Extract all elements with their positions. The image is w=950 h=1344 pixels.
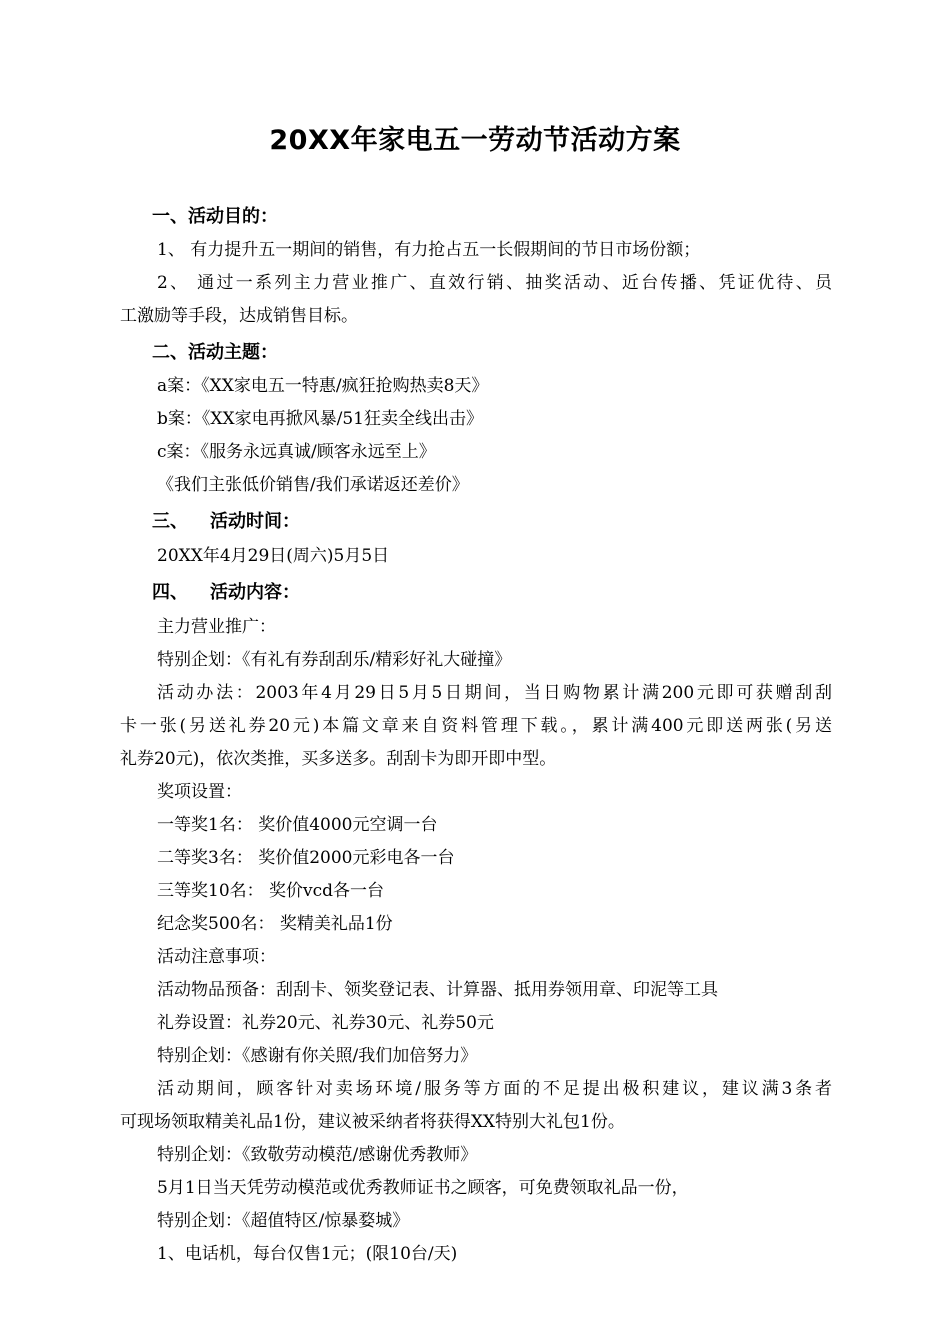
paragraph: 卡一张(另送礼券20元)本篇文章来自资料管理下载。，累计满400元即送两张(另送 [120, 716, 832, 736]
paragraph: 2、 通过一系列主力营业推广、直效行销、抽奖活动、近台传播、凭证优待、员 [157, 273, 832, 293]
section-heading-text: 活动内容： [210, 582, 300, 603]
paragraph: 活动期间，顾客针对卖场环境/服务等方面的不足提出极积建议，建议满3条者 [157, 1079, 832, 1099]
section-heading-purpose: 一、活动目的： [152, 206, 278, 227]
document-title: 20XX年家电五一劳动节活动方案 [269, 125, 681, 156]
section-number: 三、 [152, 511, 188, 532]
section-heading-theme: 二、活动主题： [152, 342, 278, 363]
paragraph: 奖项设置： [157, 782, 242, 802]
paragraph: 5月1日当天凭劳动模范或优秀教师证书之顾客，可免费领取礼品一份， [157, 1178, 689, 1198]
prize-item: 纪念奖500名： 奖精美礼品1份 [157, 914, 393, 934]
paragraph: 工激励等手段，达成销售目标。 [120, 306, 358, 326]
theme-option-b: b案：《XX家电再掀风暴/51狂卖全线出击》 [157, 409, 483, 429]
paragraph: 特别企划：《有礼有券刮刮乐/精彩好礼大碰撞》 [157, 650, 512, 670]
theme-option-c: c案：《服务永远真诚/顾客永远至上》 [157, 442, 436, 462]
prize-item: 一等奖1名： 奖价值4000元空调一台 [157, 815, 438, 835]
paragraph: 特别企划：《致敬劳动模范/感谢优秀教师》 [157, 1145, 478, 1165]
section-heading-content [152, 576, 864, 609]
paragraph: 主力营业推广： [157, 617, 276, 637]
section-heading-time [152, 505, 864, 538]
prize-item: 二等奖3名： 奖价值2000元彩电各一台 [157, 848, 455, 868]
paragraph: 礼券设置：礼券20元、礼券30元、礼券50元 [157, 1013, 494, 1033]
theme-option-a: a案：《XX家电五一特惠/疯狂抢购热卖8天》 [157, 376, 489, 396]
paragraph: 1、电话机，每台仅售1元；(限10台/天) [157, 1244, 458, 1264]
section-number: 四、 [152, 582, 188, 603]
paragraph: 礼券20元)，依次类推，买多送多。刮刮卡为即开即中型。 [120, 749, 557, 769]
paragraph: 1、 有力提升五一期间的销售，有力抢占五一长假期间的节日市场份额； [157, 240, 701, 260]
theme-slogan: 《我们主张低价销售/我们承诺返还差价》 [157, 475, 469, 495]
paragraph: 特别企划：《感谢有你关照/我们加倍努力》 [157, 1046, 478, 1066]
paragraph: 活动注意事项： [157, 947, 276, 967]
section-heading-text: 活动时间： [210, 511, 300, 532]
paragraph: 活动办法：2003年4月29日5月5日期间，当日购物累计满200元即可获赠刮刮 [157, 683, 832, 703]
paragraph: 特别企划：《超值特区/惊暴婺城》 [157, 1211, 410, 1231]
paragraph: 活动物品预备：刮刮卡、领奖登记表、计算器、抵用券领用章、印泥等工具 [157, 980, 718, 1000]
activity-time: 20XX年4月29日(周六)5月5日 [157, 546, 390, 566]
paragraph: 可现场领取精美礼品1份，建议被采纳者将获得XX特别大礼包1份。 [120, 1112, 625, 1132]
prize-item: 三等奖10名： 奖价vcd各一台 [157, 881, 385, 901]
